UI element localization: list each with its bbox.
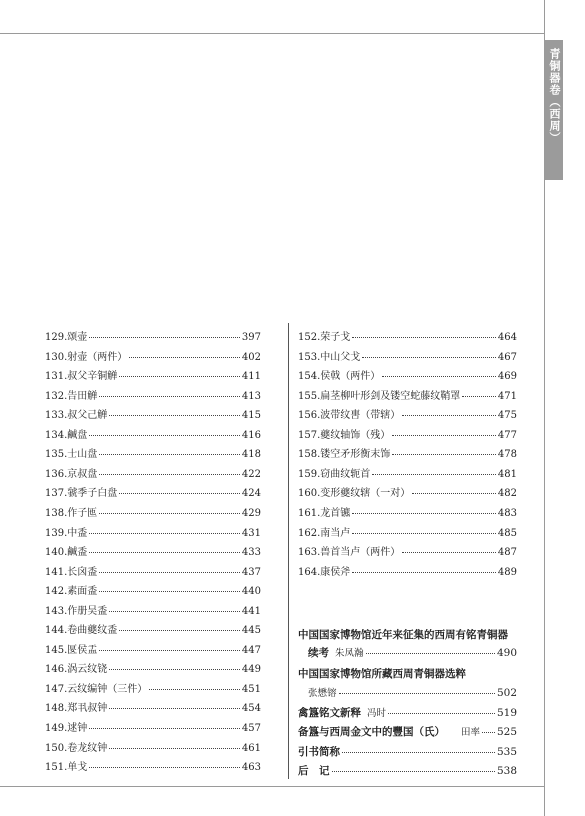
toc-entry-page: 482 <box>497 488 517 500</box>
article-1-author: 朱凤瀚 <box>335 648 364 659</box>
article-1-line-1 <box>298 627 508 642</box>
article-2-page: 502 <box>496 687 517 699</box>
toc-entry-label: 137.虢季子白盘 <box>45 488 118 500</box>
toc-entry-label: 160.变形夔纹辖（一对） <box>298 488 411 500</box>
toc-entry-label: 129.颂壶 <box>45 332 88 343</box>
leader-dots <box>382 376 496 377</box>
toc-entry <box>45 524 261 539</box>
article-3-page: 519 <box>496 707 517 719</box>
leader-dots <box>109 748 240 749</box>
leader-dots <box>89 337 240 338</box>
toc-entry <box>45 426 261 441</box>
toc-entry-page: 424 <box>241 488 261 500</box>
leader-dots <box>366 653 495 654</box>
toc-entry-page: 451 <box>241 683 261 695</box>
leader-dots <box>89 533 240 534</box>
toc-entry <box>45 465 261 480</box>
toc-entry-label: 149.逑钟 <box>45 723 88 734</box>
toc-entry <box>45 504 261 519</box>
article-5 <box>298 744 517 759</box>
toc-entry <box>298 328 517 343</box>
toc-entry-page: 416 <box>241 429 261 441</box>
toc-entry-label: 163.兽首当卢（两件） <box>298 547 401 559</box>
leader-dots <box>99 650 240 651</box>
toc-entry-label: 148.郑丮叔钟 <box>45 703 108 715</box>
toc-entry-label: 146.涡云纹铙 <box>45 664 108 676</box>
toc-entry <box>298 484 517 499</box>
toc-entry <box>298 406 517 421</box>
toc-entry <box>298 367 517 382</box>
article-2-author: 张懋镕 <box>308 688 337 699</box>
toc-entry-label: 132.告田觯 <box>45 390 98 402</box>
toc-entry-page: 429 <box>241 507 261 519</box>
toc-entry <box>298 563 517 578</box>
toc-entry-page: 447 <box>241 644 261 656</box>
toc-entry <box>45 348 261 363</box>
toc-entry <box>45 660 261 675</box>
toc-entry-label: 161.龙首镳 <box>298 507 351 519</box>
toc-entry-label: 157.夔纹轴饰（残） <box>298 429 391 441</box>
leader-dots <box>402 415 496 416</box>
leader-dots <box>129 357 240 358</box>
toc-entry <box>45 484 261 499</box>
article-5-title: 引书简称 <box>298 746 340 758</box>
toc-entry <box>298 543 517 558</box>
toc-entry <box>45 699 261 714</box>
toc-entry-page: 445 <box>241 625 261 637</box>
toc-entry-page: 422 <box>241 468 261 480</box>
toc-entry-label: 155.扁茎柳叶形剑及镂空蛇藤纹鞘罩 <box>298 390 461 402</box>
toc-entry <box>45 406 261 421</box>
leader-dots <box>392 454 496 455</box>
toc-entry-label: 153.中山父戈 <box>298 351 361 363</box>
toc-entry-page: 440 <box>241 586 261 598</box>
leader-dots <box>109 708 240 709</box>
toc-entry-label: 154.侯戟（两件） <box>298 371 381 383</box>
toc-entry-label: 162.南当卢 <box>298 527 351 539</box>
toc-entry-label: 152.荣子戈 <box>298 332 351 343</box>
toc-entry-label: 138.作子匜 <box>45 507 98 519</box>
toc-entry-label: 142.素面盉 <box>45 586 98 598</box>
leader-dots <box>352 513 496 514</box>
leader-dots <box>339 693 495 694</box>
leader-dots <box>89 728 240 729</box>
toc-entry-label: 140.鹹盉 <box>45 547 88 559</box>
toc-entry <box>45 641 261 656</box>
toc-entry-page: 418 <box>241 449 261 461</box>
top-rule <box>0 33 544 34</box>
leader-dots <box>109 415 240 416</box>
toc-entry-page: 467 <box>497 351 517 363</box>
toc-entry-page: 475 <box>497 410 517 422</box>
toc-entry-label: 135.士山盘 <box>45 449 98 461</box>
toc-entry-page: 411 <box>241 371 261 383</box>
toc-entry-label: 156.波带纹軎（带辖） <box>298 410 401 422</box>
toc-entry-page: 487 <box>497 547 517 559</box>
toc-entry-page: 415 <box>241 410 261 422</box>
toc-entry <box>45 719 261 734</box>
toc-entry-page: 481 <box>497 468 517 480</box>
toc-entry <box>45 602 261 617</box>
toc-entry-page: 471 <box>497 390 517 402</box>
leader-dots <box>89 552 240 553</box>
article-2-line-2 <box>308 685 517 699</box>
leader-dots <box>109 669 240 670</box>
article-1-page: 490 <box>496 647 517 659</box>
toc-entry-page: 485 <box>497 527 517 539</box>
toc-entry <box>45 563 261 578</box>
toc-entry <box>45 543 261 558</box>
leader-dots <box>372 474 496 475</box>
toc-entry <box>45 680 261 695</box>
article-2-line-1 <box>298 666 466 681</box>
leader-dots <box>388 713 495 714</box>
toc-entry-page: 433 <box>241 547 261 559</box>
toc-entry-page: 464 <box>497 332 517 343</box>
leader-dots <box>392 435 496 436</box>
article-3 <box>298 705 517 720</box>
toc-entry-label: 151.单戈 <box>45 762 88 774</box>
toc-entry-page: 463 <box>241 762 261 774</box>
column-divider <box>288 323 289 779</box>
leader-dots <box>352 337 496 338</box>
toc-entry-label: 133.叔父己觯 <box>45 410 108 422</box>
toc-entry <box>298 524 517 539</box>
toc-entry-page: 431 <box>241 527 261 539</box>
toc-entry <box>298 465 517 480</box>
toc-entry-page: 437 <box>241 566 261 578</box>
toc-entry <box>298 504 517 519</box>
leader-dots <box>109 611 240 612</box>
leader-dots <box>482 732 495 733</box>
toc-entry-label: 147.云纹编钟（三件） <box>45 683 148 695</box>
toc-entry-label: 150.卷龙纹钟 <box>45 742 108 754</box>
toc-entry-page: 449 <box>241 664 261 676</box>
leader-dots <box>342 752 495 753</box>
toc-entry <box>45 328 261 343</box>
article-3-author: 冯时 <box>367 708 387 719</box>
leader-dots <box>402 552 496 553</box>
toc-entry-label: 159.窃曲纹轭首 <box>298 468 371 480</box>
leader-dots <box>149 689 240 690</box>
toc-entry-label: 139.中盉 <box>45 527 88 539</box>
leader-dots <box>119 493 240 494</box>
toc-entry <box>298 445 517 460</box>
toc-entry <box>298 426 517 441</box>
toc-entry-page: 441 <box>241 605 261 617</box>
toc-entry-page: 478 <box>497 449 517 461</box>
toc-entry-page: 413 <box>241 390 261 402</box>
article-6-title: 后 记 <box>298 765 330 777</box>
article-4-page: 525 <box>496 726 517 738</box>
toc-entry <box>45 739 261 754</box>
toc-entry-page: 477 <box>497 429 517 441</box>
article-2-title: 中国国家博物馆所藏西周青铜器选粹 <box>298 668 466 680</box>
toc-entry-page: 483 <box>497 507 517 519</box>
leader-dots <box>412 493 496 494</box>
leader-dots <box>99 572 240 573</box>
toc-entry-label: 158.镂空矛形衡末饰 <box>298 449 391 461</box>
toc-entry-label: 141.长囟盉 <box>45 566 98 578</box>
article-1-line-2 <box>308 645 517 660</box>
toc-entry-label: 145.匽侯盂 <box>45 644 98 656</box>
toc-entry-page: 469 <box>497 371 517 383</box>
leader-dots <box>352 533 496 534</box>
article-4 <box>298 724 517 739</box>
article-6 <box>298 763 517 778</box>
toc-entry <box>45 445 261 460</box>
toc-entry-label: 143.作册吴盉 <box>45 605 108 617</box>
leader-dots <box>89 435 240 436</box>
leader-dots <box>99 591 240 592</box>
article-1-title-line-2: 续考 <box>308 647 329 659</box>
toc-entry-label: 130.射壶（两件） <box>45 351 128 363</box>
toc-entry-label: 164.康侯斧 <box>298 566 351 578</box>
leader-dots <box>89 767 240 768</box>
toc-entry-page: 454 <box>241 703 261 715</box>
leader-dots <box>119 630 240 631</box>
toc-entry-page: 461 <box>241 742 261 754</box>
leader-dots <box>352 572 496 573</box>
leader-dots <box>462 396 496 397</box>
toc-entry <box>45 621 261 636</box>
leader-dots <box>99 396 240 397</box>
leader-dots <box>119 376 240 377</box>
toc-entry-label: 131.叔父辛铜觯 <box>45 371 118 383</box>
article-5-page: 535 <box>496 746 517 758</box>
toc-entry-label: 136.京叔盘 <box>45 468 98 480</box>
toc-entry-page: 402 <box>241 351 261 363</box>
article-1-title-line-1: 中国国家博物馆近年来征集的西周有铭青铜器 <box>298 629 508 641</box>
side-tab: 青铜器卷（西周） <box>545 40 563 180</box>
toc-entry-page: 457 <box>241 723 261 734</box>
toc-entry <box>45 387 261 402</box>
leader-dots <box>332 771 495 772</box>
toc-entry-label: 134.鹹盘 <box>45 429 88 441</box>
leader-dots <box>99 454 240 455</box>
bottom-rule <box>0 786 544 787</box>
article-6-page: 538 <box>496 765 517 777</box>
leader-dots <box>362 357 496 358</box>
toc-entry-label: 144.卷曲夔纹盉 <box>45 625 118 637</box>
leader-dots <box>99 513 240 514</box>
toc-entry <box>45 582 261 597</box>
article-4-author: 田率 <box>461 727 481 738</box>
toc-entry-page: 397 <box>241 332 261 343</box>
toc-entry <box>298 348 517 363</box>
toc-entry <box>45 367 261 382</box>
toc-entry <box>298 387 517 402</box>
toc-entry-page: 489 <box>497 566 517 578</box>
article-3-title: 禽簋铭文新释 <box>298 707 361 719</box>
toc-entry <box>45 758 261 773</box>
leader-dots <box>99 474 240 475</box>
article-4-title: 备簋与西周金文中的豐国（氏） <box>298 726 445 738</box>
